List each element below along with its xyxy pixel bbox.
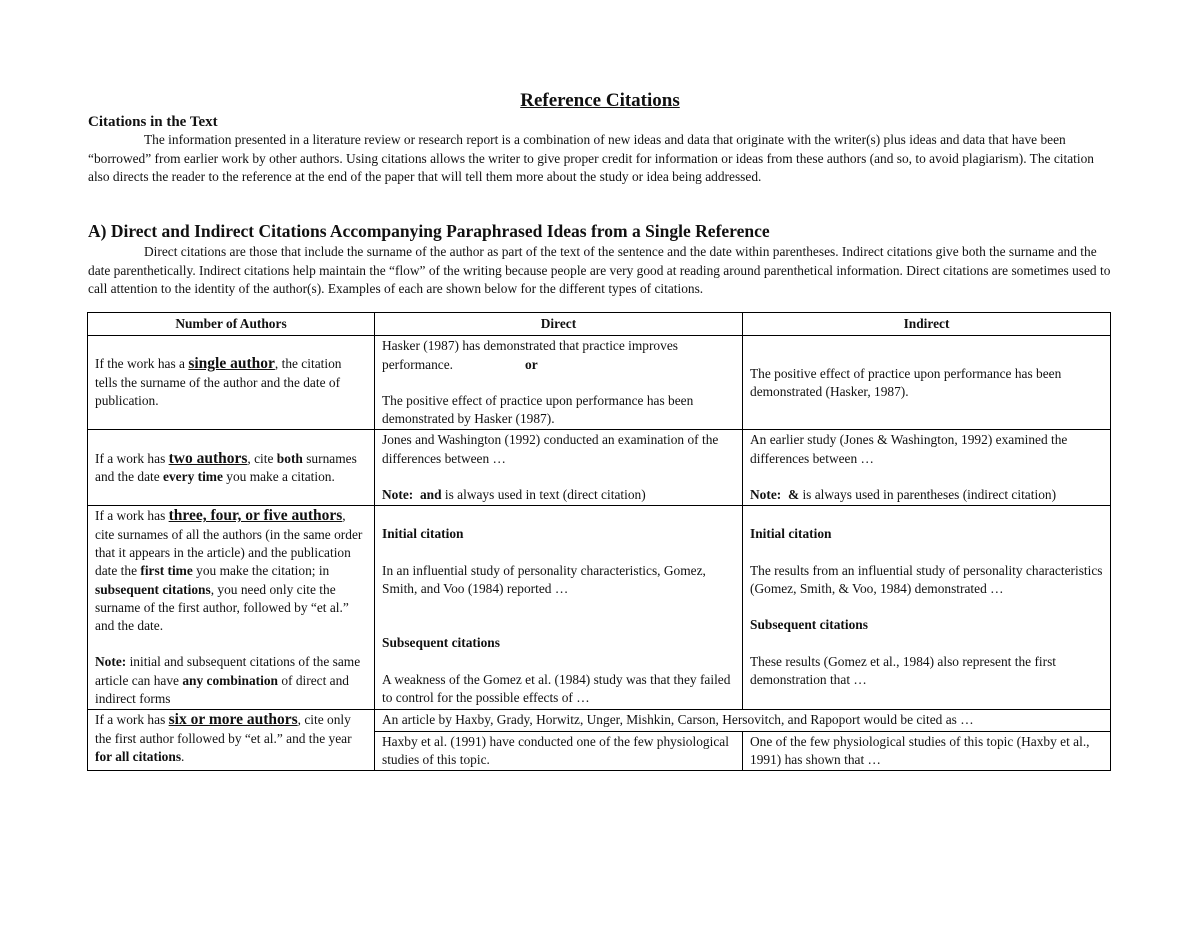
rule-text: you make a citation. (222, 468, 335, 484)
note-label: Note: (95, 654, 127, 670)
rule-bold: subsequent citations (95, 581, 211, 597)
cell-two-authors-direct (375, 430, 743, 506)
note-bold: any combination (182, 672, 278, 688)
or-label: or (525, 356, 538, 372)
note-keyword: & (787, 487, 800, 503)
indirect-initial-example: The results from an influential study of personality characteristics (Gomez, Smith, & Voo, 1984) demonstrated … (750, 562, 1103, 596)
direct-indirect-paragraph (88, 243, 1118, 299)
subsequent-citations-label: Subsequent citations (382, 635, 500, 651)
intro-paragraph (88, 131, 1118, 187)
initial-citation-label: Initial citation (750, 526, 832, 542)
note-label: Note: (382, 487, 414, 503)
cell-six-or-more-rule (88, 710, 375, 771)
rule-note (95, 653, 367, 708)
rule-bold: every time (163, 468, 223, 484)
rule-text: , cite only the first author followed by “et al.” and the year (95, 712, 352, 746)
cell-six-or-more-indirect: One of the few physiological studies of this topic (Haxby et al., 1991) has shown that … (743, 731, 1111, 771)
indirect-note (750, 486, 1103, 504)
rule-bold: for all citations (95, 748, 182, 764)
rule-text: If a work has (95, 508, 169, 524)
rule-emphasis: single author (188, 355, 275, 373)
table-row-three-to-five-authors (88, 506, 1111, 710)
rule-text: , you need only cite the surname of the first author, followed by “et al.” and the date. (95, 581, 349, 634)
citation-table (87, 312, 1111, 771)
direct-example: Jones and Washington (1992) conducted an examination of the differences between … (382, 432, 719, 466)
rule-text: If a work has (95, 712, 169, 728)
note-text: initial and subsequent citations of the same article can have (95, 654, 361, 688)
indirect-example: An earlier study (Jones & Washington, 1992) examined the differences between … (750, 432, 1068, 466)
cell-two-authors-indirect (743, 430, 1111, 506)
rule-emphasis: six or more authors (168, 711, 298, 729)
rule-text: , the citation tells the surname of the author and the date of publication. (95, 356, 342, 409)
rule-paragraph (95, 507, 367, 635)
rule-emphasis: three, four, or five authors (168, 507, 343, 525)
cell-single-author-rule (88, 336, 375, 430)
example-text: Hasker (1987) has demonstrated that practice improves performance. (382, 338, 678, 372)
rule-text: If the work has a (95, 356, 189, 372)
rule-bold: both (276, 450, 303, 466)
cell-six-or-more-span: An article by Haxby, Grady, Horwitz, Unger, Mishkin, Carson, Hersovitch, and Rapoport would be cited as … (375, 710, 1111, 731)
direct-note (382, 486, 735, 504)
rule-text: If a work has (95, 450, 169, 466)
note-text: of direct and indirect forms (95, 672, 349, 707)
header-number-of-authors: Number of Authors (88, 313, 375, 336)
direct-indirect-paragraph-text: Direct citations are those that include the surname of the author as part of the text of the sentence and the date within parentheses. Indirect citations give both the surname and the date parenthetically. Indirect citations help maintain the “flow” of the writing because people are very good at reading around parenthetical information. Direct citations are sometimes used to call attention to the identity of the author(s). Examples of each are shown below for the different types of citations. (88, 244, 1111, 296)
direct-initial-example: In an influential study of personality characteristics, Gomez, Smith, and Voo (1984) reported … (382, 562, 706, 596)
note-keyword: and (419, 487, 442, 503)
subsequent-citations-label: Subsequent citations (750, 617, 868, 633)
rule-text: you make the citation; in (192, 563, 330, 579)
rule-emphasis: two authors (168, 449, 248, 467)
page-title: Reference Citations (520, 90, 680, 111)
direct-example-1 (382, 337, 735, 374)
cell-two-authors-rule (88, 430, 375, 506)
cell-three-to-five-rule (88, 506, 375, 710)
header-indirect: Indirect (743, 313, 1111, 336)
header-direct: Direct (375, 313, 743, 336)
direct-subsequent-example: A weakness of the Gomez et al. (1984) study was that they failed to control for the possible effects of … (382, 671, 731, 705)
note-label: Note: (750, 487, 782, 503)
rule-bold: first time (140, 563, 193, 579)
rule-text: . (181, 748, 185, 764)
cell-six-or-more-direct: Haxby et al. (1991) have conducted one of the few physiological studies of this topic. (375, 731, 743, 771)
rule-text: surnames and the date (95, 450, 357, 484)
cell-single-author-indirect: The positive effect of practice upon performance has been demonstrated (Hasker, 1987). (743, 336, 1111, 430)
table-row-six-or-more-authors (88, 710, 1111, 731)
cell-three-to-five-direct (375, 506, 743, 710)
section-heading-citations-in-text: Citations in the Text (88, 114, 218, 130)
cell-three-to-five-indirect (743, 506, 1111, 710)
initial-citation-label: Initial citation (382, 526, 464, 542)
table-row-single-author (88, 336, 1111, 430)
indirect-subsequent-example: These results (Gomez et al., 1984) also represent the first demonstration that … (750, 653, 1057, 687)
note-text: is always used in parentheses (indirect citation) (799, 487, 1057, 503)
section-heading-direct-indirect: A) Direct and Indirect Citations Accompanying Paraphrased Ideas from a Single Reference (88, 221, 770, 241)
cell-single-author-direct (375, 336, 743, 430)
intro-paragraph-text: The information presented in a literature review or research report is a combination of new ideas and data that originate with the writer(s) plus ideas and data that have been “borrowed” from earlier work by other authors. Using citations allows the writer to give proper credit for information or ideas from these authors (and so, to avoid plagiarism). The citation also directs the reader to the reference at the end of the paper that will tell them more about the study or idea being addressed. (88, 132, 1094, 184)
table-row-two-authors (88, 430, 1111, 506)
direct-example-2: The positive effect of practice upon performance has been demonstrated by Hasker (1987). (382, 392, 694, 427)
rule-text: , cite surnames of all the authors (in the same order that it appears in the article) and the publication date the (95, 508, 363, 579)
rule-text: , cite (247, 450, 277, 466)
table-header-row (88, 313, 1111, 336)
note-text: is always used in text (direct citation) (441, 487, 646, 503)
